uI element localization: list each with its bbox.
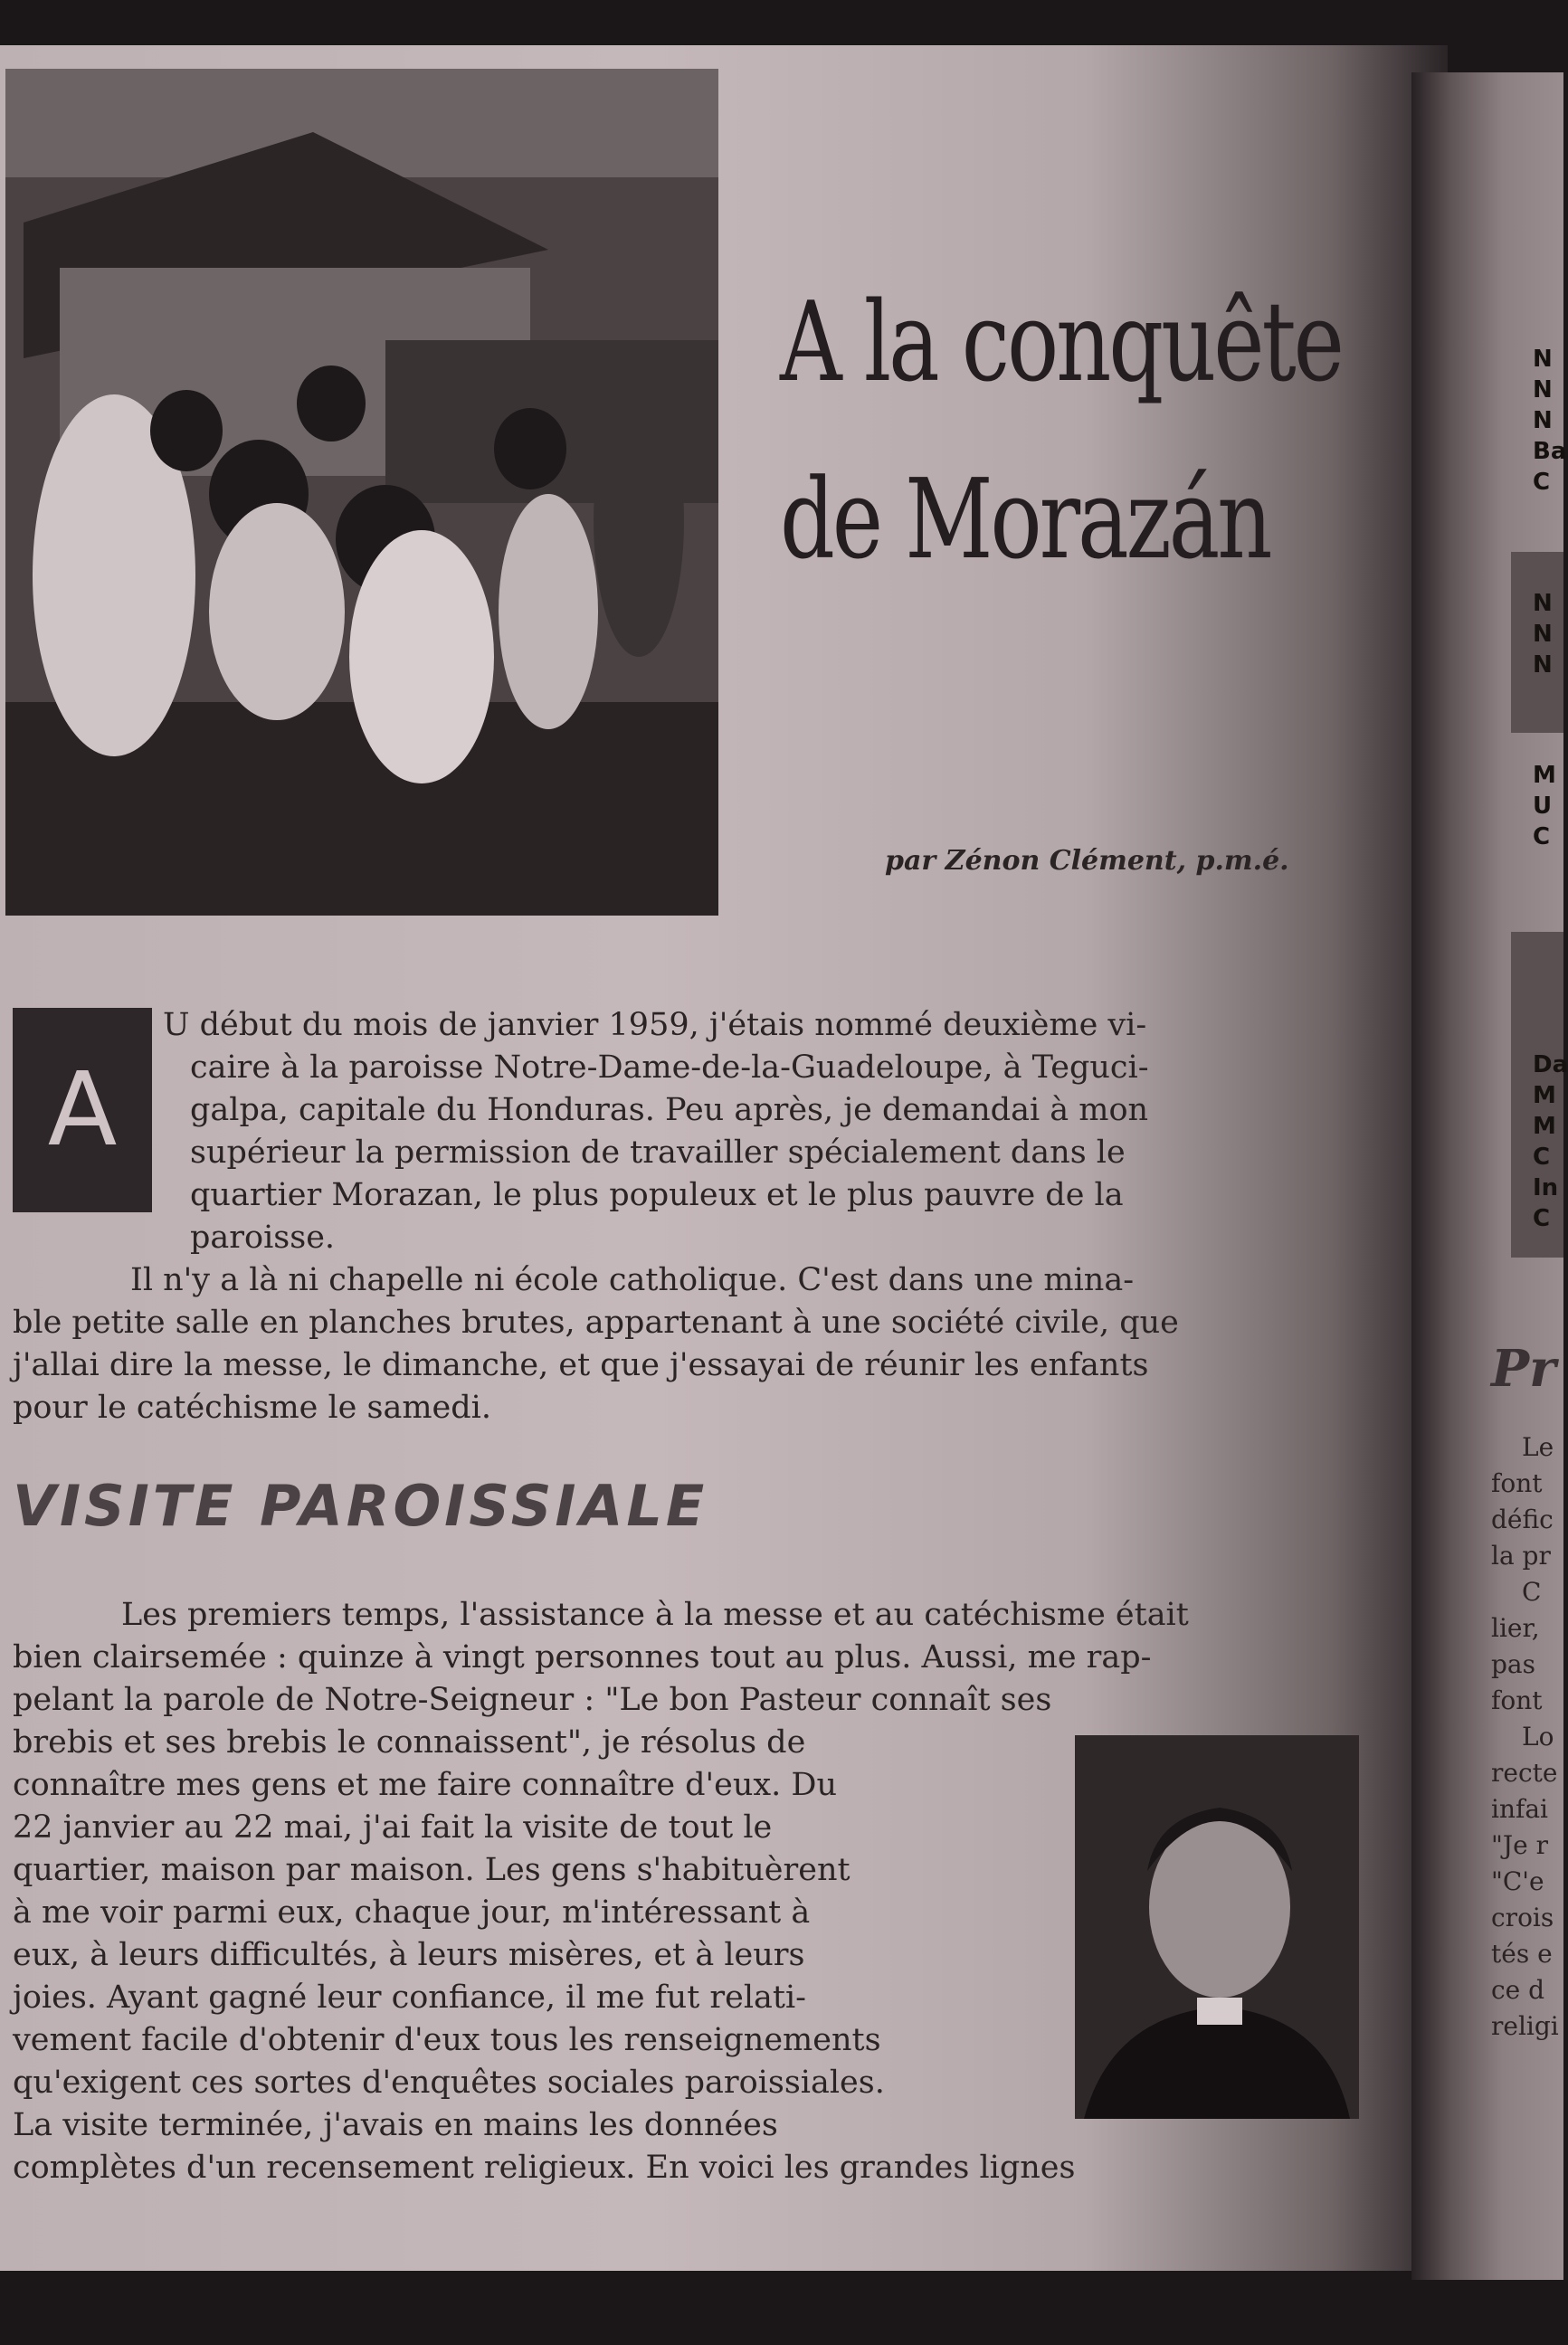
right-heading-fragment: Pr	[1491, 1339, 1556, 1399]
text-line: brebis et ses brebis le connaissent", je résolus de	[13, 1724, 806, 1761]
fragment: pas	[1491, 1649, 1535, 1679]
text-line: La visite terminée, j'avais en mains les données	[13, 2107, 778, 2143]
fragment: M	[1533, 762, 1556, 789]
fragment: C	[1522, 1577, 1542, 1607]
fragment: N	[1533, 590, 1553, 617]
fragment: M	[1533, 1082, 1556, 1109]
fragment: C	[1533, 1205, 1551, 1232]
fragment: U	[1533, 793, 1553, 820]
fragment: religi	[1491, 2011, 1559, 2041]
text-line: pelant la parole de Notre-Seigneur : "Le bon Pasteur connaît ses	[13, 1682, 1052, 1718]
fragment: Ba	[1533, 438, 1567, 465]
fragment: Da	[1533, 1051, 1568, 1078]
title-line-2: de Morazán	[780, 455, 1270, 584]
fragment: N	[1533, 651, 1553, 679]
fragment: Le	[1522, 1432, 1554, 1462]
text-line: caire à la paroisse Notre-Dame-de-la-Guadeloupe, à Teguci-	[190, 1049, 1149, 1086]
fragment: N	[1533, 407, 1553, 434]
drop-cap: A	[13, 1008, 152, 1212]
byline: par Zénon Clément, p.m.é.	[885, 845, 1289, 877]
author-portrait	[1075, 1735, 1359, 2119]
fragment: N	[1533, 346, 1553, 373]
text-line: pour le catéchisme le samedi.	[13, 1390, 491, 1426]
fragment: la pr	[1491, 1541, 1551, 1571]
fragment: In	[1533, 1174, 1559, 1201]
text-line: bien clairsemée : quinze à vingt personnes tout au plus. Aussi, me rap-	[13, 1639, 1152, 1676]
text-line: j'allai dire la messe, le dimanche, et que j'essayai de réunir les enfants	[13, 1347, 1149, 1383]
fragment: M	[1533, 1113, 1556, 1140]
fragment: ce d	[1491, 1975, 1545, 2005]
text-line: 22 janvier au 22 mai, j'ai fait la visite de tout le	[13, 1809, 773, 1846]
text-line: à me voir parmi eux, chaque jour, m'intéressant à	[13, 1894, 811, 1931]
fragment: font	[1491, 1468, 1543, 1498]
text-line: quartier Morazan, le plus populeux et le plus pauvre de la	[190, 1177, 1124, 1213]
fragment: crois	[1491, 1903, 1554, 1932]
right-page	[1411, 72, 1568, 2280]
text-line: complètes d'un recensement religieux. En voici les grandes lignes	[13, 2150, 1076, 2186]
text-line: galpa, capitale du Honduras. Peu après, je demandai à mon	[190, 1092, 1149, 1128]
section-heading: VISITE PAROISSIALE	[13, 1473, 708, 1539]
fragment: Lo	[1522, 1722, 1554, 1752]
fragment: N	[1533, 376, 1553, 403]
text-line: quartier, maison par maison. Les gens s'habituèrent	[13, 1852, 851, 1888]
text-line: connaître mes gens et me faire connaître d'eux. Du	[13, 1767, 838, 1803]
fragment: "Je r	[1491, 1830, 1548, 1860]
text-line: supérieur la permission de travailler spécialement dans le	[190, 1135, 1126, 1171]
text-line: ble petite salle en planches brutes, appartenant à une société civile, que	[13, 1305, 1179, 1341]
text-line: qu'exigent ces sortes d'enquêtes sociales paroissiales.	[13, 2065, 885, 2101]
right-page-column	[1533, 760, 1556, 852]
text-line: Les premiers temps, l'assistance à la messe et au catéchisme était	[121, 1597, 1189, 1633]
right-page-column	[1533, 1049, 1568, 1234]
fragment: C	[1533, 823, 1551, 850]
text-line: paroisse.	[190, 1220, 336, 1256]
fragment: C	[1533, 1144, 1551, 1171]
fragment: recte	[1491, 1758, 1558, 1788]
fragment: font	[1491, 1685, 1543, 1715]
right-page-column	[1533, 588, 1553, 680]
right-page-column	[1533, 344, 1566, 498]
right-page-text	[1491, 1429, 1559, 2045]
article-title	[780, 253, 1342, 608]
title-line-1: A la conquête	[780, 278, 1342, 406]
text-line: U début du mois de janvier 1959, j'étais nommé deuxième vi-	[163, 1007, 1147, 1043]
fragment: infai	[1491, 1794, 1548, 1824]
fragment: N	[1533, 621, 1553, 648]
text-line: Il n'y a là ni chapelle ni école catholique. C'est dans une mina-	[130, 1262, 1135, 1298]
text-line: joies. Ayant gagné leur confiance, il me fut relati-	[13, 1979, 806, 2016]
text-line: vement facile d'obtenir d'eux tous les renseignements	[13, 2022, 881, 2058]
text-line: eux, à leurs difficultés, à leurs misères, et à leurs	[13, 1937, 805, 1973]
paragraph-1	[13, 1004, 1352, 1429]
fragment: C	[1533, 469, 1551, 496]
fragment: tés e	[1491, 1939, 1553, 1969]
children-photo	[5, 69, 718, 916]
fragment: lier,	[1491, 1613, 1540, 1643]
fragment: "C'e	[1491, 1866, 1544, 1896]
fragment: défic	[1491, 1505, 1554, 1534]
